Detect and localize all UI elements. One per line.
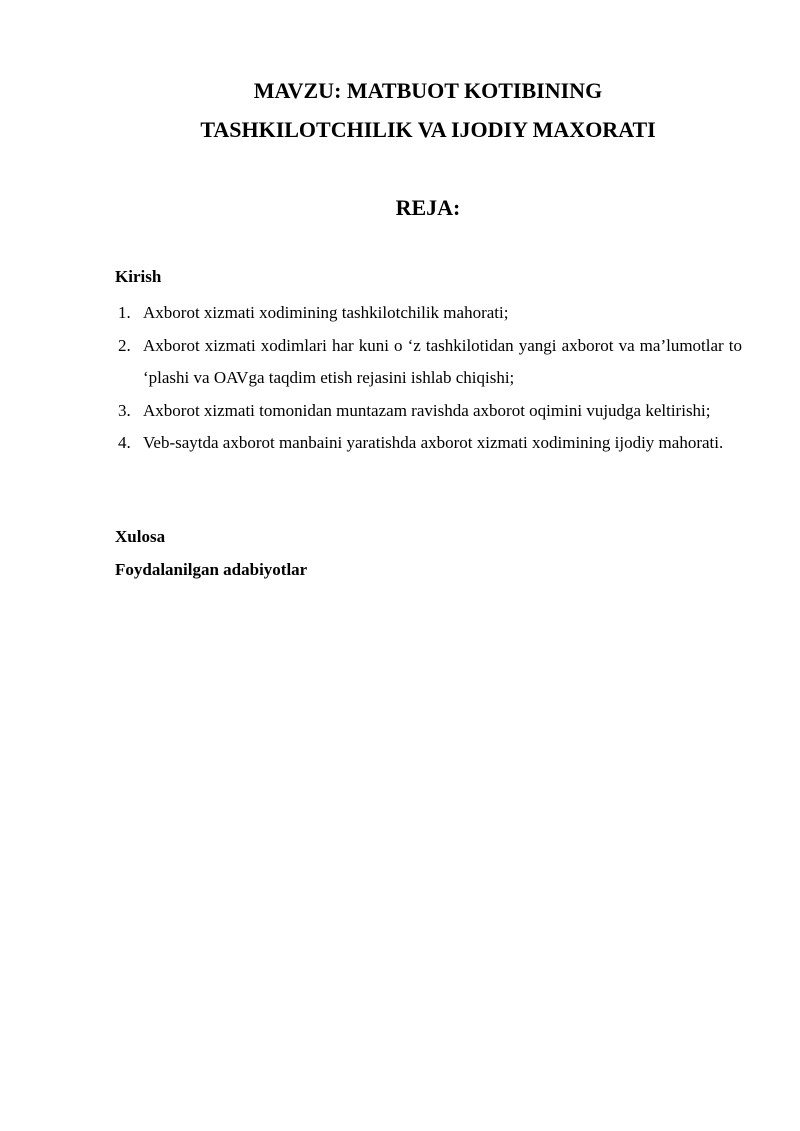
plan-item-text: Veb-saytda axborot manbaini yaratishda axborot xizmati xodimining ijodiy mahorati.	[143, 433, 724, 452]
plan-item-text: Axborot xizmati xodimlari har kuni o ‘z tashkilotidan yangi axborot va ma’lumotlar to ‘plashi va OAVga taqdim etish rejasini ishlab chiqishi;	[143, 335, 742, 387]
plan-list-item	[115, 427, 742, 460]
intro-heading: Kirish	[115, 267, 162, 286]
document-title-line-1: MAVZU: MATBUOT KOTIBINING	[253, 78, 603, 103]
plan-item-text: Axborot xizmati xodimining tashkilotchilik mahorati;	[143, 303, 509, 322]
plan-list	[115, 297, 742, 460]
conclusion-heading: Xulosa	[115, 527, 166, 546]
plan-list-item	[115, 297, 742, 330]
plan-item-number: 1.	[118, 303, 131, 322]
plan-item-number: 3.	[118, 400, 131, 420]
plan-heading: REJA:	[395, 195, 461, 220]
references-heading: Foydalanilgan adabiyotlar	[115, 560, 308, 579]
plan-list-item	[115, 330, 742, 395]
plan-item-number: 4.	[118, 433, 131, 452]
plan-list-item	[115, 395, 742, 428]
document-title-line-2: TASHKILOTCHILIK VA IJODIY MAXORATI	[200, 117, 656, 142]
plan-item-text: Axborot xizmati tomonidan muntazam ravishda axborot oqimini vujudga keltirishi;	[143, 400, 711, 420]
plan-item-number: 2.	[118, 335, 131, 355]
